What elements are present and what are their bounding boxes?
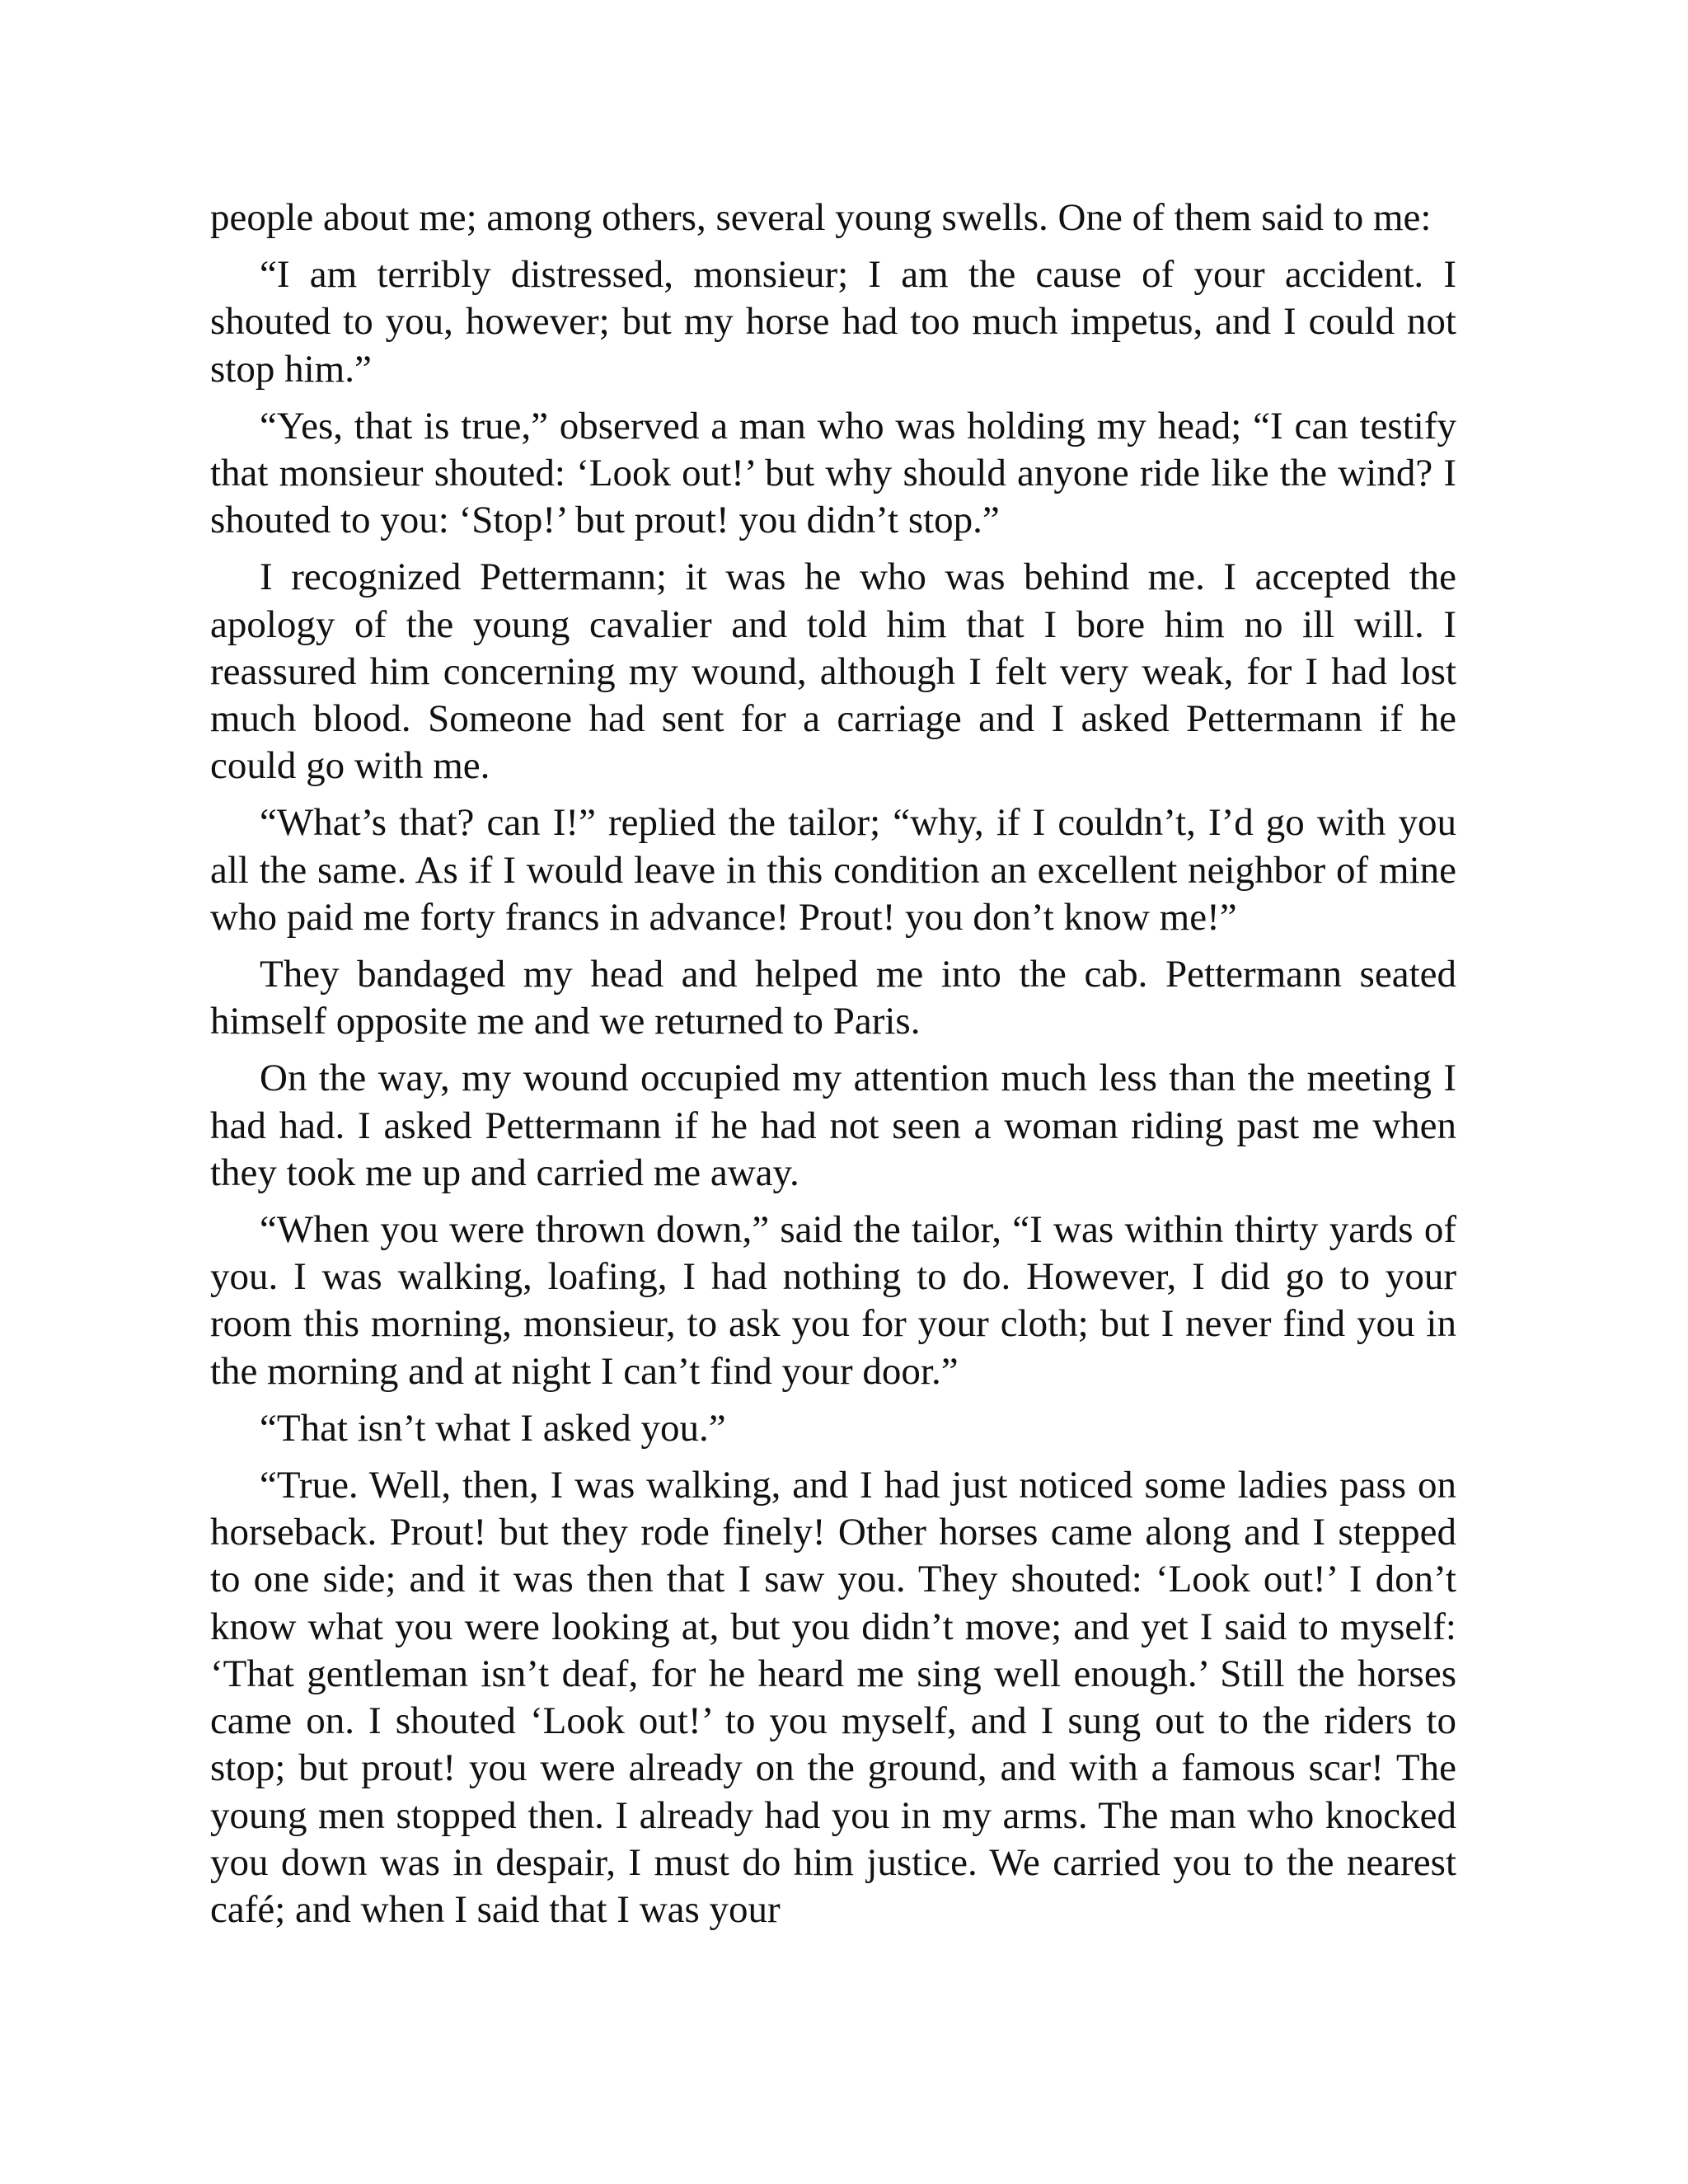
book-page (210, 194, 1456, 1933)
paragraph-not-asked: “That isn’t what I asked you.” (260, 1406, 726, 1450)
paragraph-witness: “Yes, that is true,” observed a man who was holding my head; “I can testify that monsieur shouted: ‘Look out!’ but why should anyone ride like the wind? I shouted to you: ‘Stop!’ but prout! you didn’t stop.” (210, 404, 1456, 542)
paragraph-tailor-reply: “What’s that? can I!” replied the tailor; “why, if I couldn’t, I’d go with you all the same. As if I would leave in this condition an excellent neighbor of mine who paid me forty francs in advance! Prout! you don’t know me!” (210, 801, 1456, 939)
paragraph-on-the-way: On the way, my wound occupied my attention much less than the meeting I had had. I asked Pettermann if he had not seen a woman riding past me when they took me up and carried me away. (210, 1057, 1456, 1194)
paragraph-apology: “I am terribly distressed, monsieur; I am the cause of your accident. I shouted to you, however; but my horse had too much impetus, and I could not stop him.” (210, 253, 1456, 391)
paragraph-account: “True. Well, then, I was walking, and I had just noticed some ladies pass on horseback. Prout! but they rode finely! Other horses came along and I stepped to one side; and it was then that I saw you. They shouted: ‘Look out!’ I don’t know what you were looking at, but you didn’t move; and yet I said to myself: ‘That gentleman isn’t deaf, for he heard me sing well enough.’ Still the horses came on. I shouted ‘Look out!’ to you myself, and I sung out to the riders to stop; but prout! you were already on the ground, and with a famous scar! The young men stopped then. I already had you in my arms. The man who knocked you down was in despair, I must do him justice. We carried you to the nearest café; and when I said that I was your (210, 1464, 1456, 1931)
paragraph-pettermann-recognized: I recognized Pettermann; it was he who was behind me. I accepted the apology of the young cavalier and told him that I bore him no ill will. I reassured him concerning my wound, although I felt very weak, for I had lost much blood. Someone had sent for a carriage and I asked Pettermann if he could go with me. (210, 555, 1456, 788)
paragraph-thrown-down: “When you were thrown down,” said the tailor, “I was within thirty yards of you. I was walking, loafing, I had nothing to do. However, I did go to your room this morning, monsieur, to ask you for your cloth; but I never find you in the morning and at night I can’t find your door.” (210, 1208, 1456, 1393)
paragraph-cab: They bandaged my head and helped me into the cab. Pettermann seated himself opposite me and we returned to Paris. (210, 953, 1456, 1043)
paragraph-continued: people about me; among others, several young swells. One of them said to me: (210, 196, 1432, 239)
